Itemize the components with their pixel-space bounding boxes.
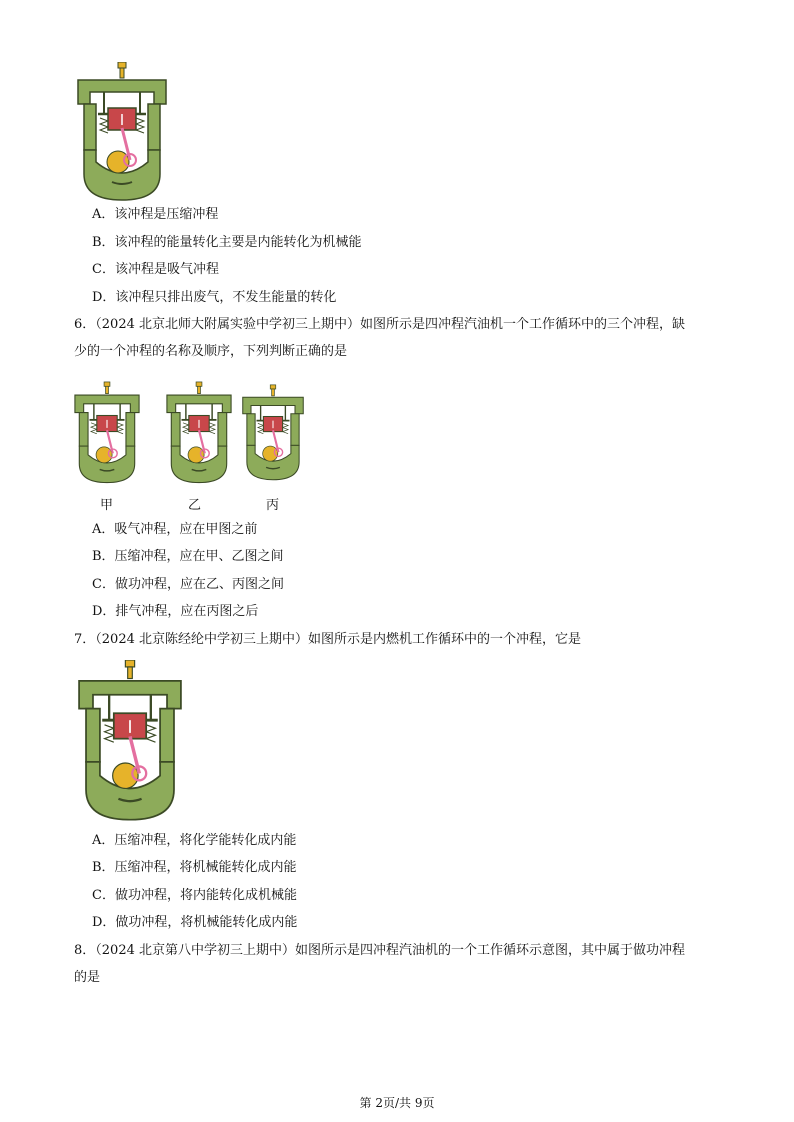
q5-option-d: D．该冲程只排出废气，不发生能量的转化 — [92, 290, 337, 305]
q8-stem-line2: 的是 — [74, 970, 101, 985]
q7-stem: 7．（2024 北京陈经纶中学初三上期中）如图所示是内燃机工作循环中的一个冲程，它是 — [74, 632, 581, 647]
q6-option-b: B．压缩冲程，应在甲、乙图之间 — [92, 549, 284, 564]
engine-figure-jia — [72, 372, 142, 494]
q8-stem-line1: 8．（2024 北京第八中学初三上期中）如图所示是四冲程汽油机的一个工作循环示意图，其中属于做功冲程 — [74, 943, 685, 958]
q6-option-a: A．吸气冲程，应在甲图之前 — [92, 522, 258, 537]
q7-option-a: A．压缩冲程，将化学能转化成内能 — [92, 833, 297, 848]
q7-option-b: B．压缩冲程，将机械能转化成内能 — [92, 860, 297, 875]
q6-stem-line1: 6．（2024 北京北师大附属实验中学初三上期中）如图所示是四冲程汽油机一个工作循环中的三个冲程，缺 — [74, 317, 685, 332]
q7-option-c: C．做功冲程，将内能转化成机械能 — [92, 888, 297, 903]
page-footer: 第 2页/共 9页 — [359, 1096, 435, 1110]
caption-bing: 丙 — [266, 498, 280, 513]
q5-option-b: B．该冲程的能量转化主要是内能转化为机械能 — [92, 235, 362, 250]
q6-stem-line2: 少的一个冲程的名称及顺序，下列判断正确的是 — [74, 344, 348, 359]
engine-figure-bing — [240, 372, 306, 494]
caption-yi: 乙 — [188, 498, 202, 513]
engine-figure-q7 — [74, 660, 186, 822]
engine-figure-q5 — [74, 62, 170, 202]
engine-figure-yi — [164, 372, 234, 494]
q5-option-a: A．该冲程是压缩冲程 — [92, 207, 219, 222]
q7-option-d: D．做功冲程，将机械能转化成内能 — [92, 915, 298, 930]
q6-option-d: D．排气冲程，应在丙图之后 — [92, 604, 259, 619]
q6-option-c: C．做功冲程，应在乙、丙图之间 — [92, 577, 284, 592]
caption-jia: 甲 — [100, 498, 114, 513]
q5-option-c: C．该冲程是吸气冲程 — [92, 262, 219, 277]
